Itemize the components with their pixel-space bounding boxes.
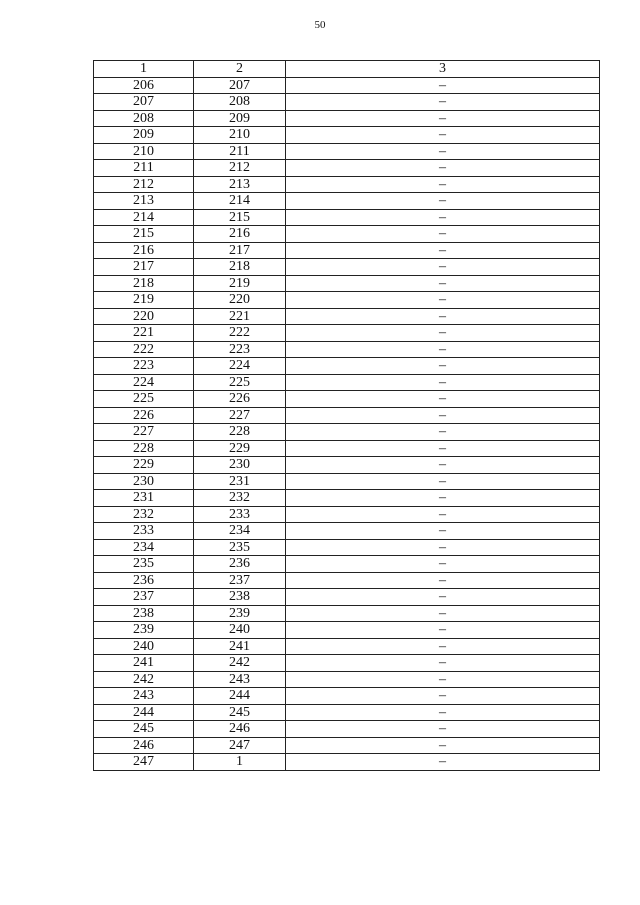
table-cell-col-1: 208 bbox=[94, 110, 194, 127]
table-cell-col-2: 244 bbox=[194, 688, 286, 705]
table-row bbox=[94, 424, 600, 441]
table-cell-col-3: – bbox=[286, 391, 600, 408]
table-cell-col-3: – bbox=[286, 94, 600, 111]
data-table bbox=[93, 60, 600, 771]
table-cell-col-3: – bbox=[286, 358, 600, 375]
table-cell-col-1: 221 bbox=[94, 325, 194, 342]
table-cell-col-2: 210 bbox=[194, 127, 286, 144]
table-cell-col-3: – bbox=[286, 638, 600, 655]
table-cell-col-1: 232 bbox=[94, 506, 194, 523]
table-cell-col-3: – bbox=[286, 407, 600, 424]
table-cell-col-1: 213 bbox=[94, 193, 194, 210]
table-cell-col-1: 238 bbox=[94, 605, 194, 622]
table-cell-col-3: – bbox=[286, 655, 600, 672]
table-cell-col-1: 218 bbox=[94, 275, 194, 292]
table-cell-col-2: 232 bbox=[194, 490, 286, 507]
table-cell-col-1: 223 bbox=[94, 358, 194, 375]
table-cell-col-2: 211 bbox=[194, 143, 286, 160]
table-cell-col-2: 219 bbox=[194, 275, 286, 292]
table-row bbox=[94, 209, 600, 226]
table-cell-col-1: 239 bbox=[94, 622, 194, 639]
table-cell-col-2: 233 bbox=[194, 506, 286, 523]
table-cell-col-2: 239 bbox=[194, 605, 286, 622]
table-cell-col-2: 227 bbox=[194, 407, 286, 424]
table-cell-col-3: – bbox=[286, 143, 600, 160]
table-cell-col-1: 233 bbox=[94, 523, 194, 540]
table-cell-col-1: 244 bbox=[94, 704, 194, 721]
table-cell-col-2: 217 bbox=[194, 242, 286, 259]
table-cell-col-1: 247 bbox=[94, 754, 194, 771]
table-cell-col-2: 245 bbox=[194, 704, 286, 721]
table-cell-col-1: 243 bbox=[94, 688, 194, 705]
table-cell-col-2: 214 bbox=[194, 193, 286, 210]
header-cell-1: 1 bbox=[94, 61, 194, 78]
table-cell-col-2: 216 bbox=[194, 226, 286, 243]
table-cell-col-1: 214 bbox=[94, 209, 194, 226]
table-row bbox=[94, 391, 600, 408]
header-cell-2: 2 bbox=[194, 61, 286, 78]
table-cell-col-3: – bbox=[286, 671, 600, 688]
table-row bbox=[94, 341, 600, 358]
table-row bbox=[94, 407, 600, 424]
table-cell-col-3: – bbox=[286, 341, 600, 358]
table-cell-col-1: 216 bbox=[94, 242, 194, 259]
table-row bbox=[94, 440, 600, 457]
table-cell-col-1: 234 bbox=[94, 539, 194, 556]
table-cell-col-2: 246 bbox=[194, 721, 286, 738]
table-cell-col-3: – bbox=[286, 539, 600, 556]
table-cell-col-1: 211 bbox=[94, 160, 194, 177]
table-cell-col-1: 246 bbox=[94, 737, 194, 754]
table-cell-col-3: – bbox=[286, 622, 600, 639]
table-cell-col-2: 226 bbox=[194, 391, 286, 408]
table-row bbox=[94, 473, 600, 490]
table-row bbox=[94, 275, 600, 292]
table-row bbox=[94, 77, 600, 94]
table-cell-col-3: – bbox=[286, 473, 600, 490]
table-row bbox=[94, 308, 600, 325]
table-row bbox=[94, 176, 600, 193]
table-row bbox=[94, 242, 600, 259]
table-row bbox=[94, 671, 600, 688]
table-cell-col-1: 209 bbox=[94, 127, 194, 144]
table-row bbox=[94, 358, 600, 375]
table-row bbox=[94, 523, 600, 540]
table-cell-col-2: 225 bbox=[194, 374, 286, 391]
table-cell-col-1: 222 bbox=[94, 341, 194, 358]
table-cell-col-2: 234 bbox=[194, 523, 286, 540]
table-cell-col-1: 229 bbox=[94, 457, 194, 474]
table-row bbox=[94, 490, 600, 507]
table-cell-col-3: – bbox=[286, 523, 600, 540]
table-row bbox=[94, 605, 600, 622]
table-cell-col-3: – bbox=[286, 160, 600, 177]
table-cell-col-2: 247 bbox=[194, 737, 286, 754]
table-cell-col-2: 231 bbox=[194, 473, 286, 490]
table-cell-col-2: 236 bbox=[194, 556, 286, 573]
table-cell-col-1: 217 bbox=[94, 259, 194, 276]
table-cell-col-1: 215 bbox=[94, 226, 194, 243]
table-cell-col-2: 215 bbox=[194, 209, 286, 226]
table-row bbox=[94, 94, 600, 111]
table-cell-col-1: 245 bbox=[94, 721, 194, 738]
table-row bbox=[94, 737, 600, 754]
table-cell-col-2: 243 bbox=[194, 671, 286, 688]
table-cell-col-1: 207 bbox=[94, 94, 194, 111]
table-cell-col-1: 241 bbox=[94, 655, 194, 672]
table-row bbox=[94, 259, 600, 276]
table-cell-col-3: – bbox=[286, 127, 600, 144]
table-cell-col-1: 230 bbox=[94, 473, 194, 490]
table-cell-col-2: 242 bbox=[194, 655, 286, 672]
table-cell-col-2: 240 bbox=[194, 622, 286, 639]
table-cell-col-3: – bbox=[286, 688, 600, 705]
table-cell-col-3: – bbox=[286, 242, 600, 259]
table-cell-col-1: 226 bbox=[94, 407, 194, 424]
table-cell-col-1: 240 bbox=[94, 638, 194, 655]
header-cell-3: 3 bbox=[286, 61, 600, 78]
table-row bbox=[94, 688, 600, 705]
table-row bbox=[94, 160, 600, 177]
table-cell-col-1: 225 bbox=[94, 391, 194, 408]
table-row bbox=[94, 721, 600, 738]
table-cell-col-3: – bbox=[286, 556, 600, 573]
table-cell-col-1: 236 bbox=[94, 572, 194, 589]
table-cell-col-1: 242 bbox=[94, 671, 194, 688]
table-row bbox=[94, 127, 600, 144]
table-cell-col-3: – bbox=[286, 226, 600, 243]
table-row bbox=[94, 589, 600, 606]
table-cell-col-2: 1 bbox=[194, 754, 286, 771]
table-row bbox=[94, 754, 600, 771]
table-cell-col-3: – bbox=[286, 506, 600, 523]
table-cell-col-3: – bbox=[286, 176, 600, 193]
table-cell-col-2: 213 bbox=[194, 176, 286, 193]
table-cell-col-1: 220 bbox=[94, 308, 194, 325]
table-cell-col-2: 235 bbox=[194, 539, 286, 556]
table-body bbox=[94, 61, 600, 771]
table-cell-col-2: 207 bbox=[194, 77, 286, 94]
table-row bbox=[94, 226, 600, 243]
table-cell-col-2: 212 bbox=[194, 160, 286, 177]
table-cell-col-1: 235 bbox=[94, 556, 194, 573]
table-cell-col-3: – bbox=[286, 374, 600, 391]
table-row bbox=[94, 704, 600, 721]
table-cell-col-1: 206 bbox=[94, 77, 194, 94]
table-cell-col-3: – bbox=[286, 754, 600, 771]
table-cell-col-2: 237 bbox=[194, 572, 286, 589]
table-cell-col-3: – bbox=[286, 457, 600, 474]
page-number: 50 bbox=[314, 19, 326, 31]
table-cell-col-2: 208 bbox=[194, 94, 286, 111]
table-cell-col-2: 229 bbox=[194, 440, 286, 457]
table-row bbox=[94, 193, 600, 210]
table-cell-col-3: – bbox=[286, 589, 600, 606]
table-row bbox=[94, 622, 600, 639]
table-cell-col-3: – bbox=[286, 721, 600, 738]
table-row bbox=[94, 374, 600, 391]
table-cell-col-2: 228 bbox=[194, 424, 286, 441]
table-cell-col-2: 241 bbox=[194, 638, 286, 655]
table-cell-col-3: – bbox=[286, 440, 600, 457]
table-cell-col-2: 230 bbox=[194, 457, 286, 474]
table-cell-col-1: 228 bbox=[94, 440, 194, 457]
table-cell-col-3: – bbox=[286, 209, 600, 226]
table-cell-col-1: 224 bbox=[94, 374, 194, 391]
table-row bbox=[94, 506, 600, 523]
table-row bbox=[94, 638, 600, 655]
table-cell-col-2: 218 bbox=[194, 259, 286, 276]
table-cell-col-3: – bbox=[286, 572, 600, 589]
table-cell-col-3: – bbox=[286, 704, 600, 721]
table-row bbox=[94, 539, 600, 556]
table-cell-col-3: – bbox=[286, 308, 600, 325]
table-cell-col-3: – bbox=[286, 275, 600, 292]
table-cell-col-3: – bbox=[286, 325, 600, 342]
table-cell-col-3: – bbox=[286, 110, 600, 127]
table-row bbox=[94, 143, 600, 160]
table-cell-col-3: – bbox=[286, 77, 600, 94]
table-cell-col-3: – bbox=[286, 259, 600, 276]
table-cell-col-3: – bbox=[286, 737, 600, 754]
table-cell-col-2: 220 bbox=[194, 292, 286, 309]
table-row bbox=[94, 110, 600, 127]
table-cell-col-1: 227 bbox=[94, 424, 194, 441]
table-cell-col-3: – bbox=[286, 193, 600, 210]
table-cell-col-2: 224 bbox=[194, 358, 286, 375]
table-cell-col-2: 223 bbox=[194, 341, 286, 358]
table-cell-col-1: 212 bbox=[94, 176, 194, 193]
table-cell-col-3: – bbox=[286, 292, 600, 309]
table-cell-col-1: 237 bbox=[94, 589, 194, 606]
table-cell-col-2: 221 bbox=[194, 308, 286, 325]
table-cell-col-3: – bbox=[286, 490, 600, 507]
table-cell-col-3: – bbox=[286, 605, 600, 622]
table-header-row bbox=[94, 61, 600, 78]
table-cell-col-1: 210 bbox=[94, 143, 194, 160]
table-row bbox=[94, 292, 600, 309]
table-cell-col-3: – bbox=[286, 424, 600, 441]
table-row bbox=[94, 572, 600, 589]
table-cell-col-1: 231 bbox=[94, 490, 194, 507]
table-row bbox=[94, 556, 600, 573]
table-cell-col-2: 209 bbox=[194, 110, 286, 127]
table-row bbox=[94, 457, 600, 474]
table-row bbox=[94, 655, 600, 672]
table-cell-col-2: 238 bbox=[194, 589, 286, 606]
table-row bbox=[94, 325, 600, 342]
table-cell-col-2: 222 bbox=[194, 325, 286, 342]
table-cell-col-1: 219 bbox=[94, 292, 194, 309]
